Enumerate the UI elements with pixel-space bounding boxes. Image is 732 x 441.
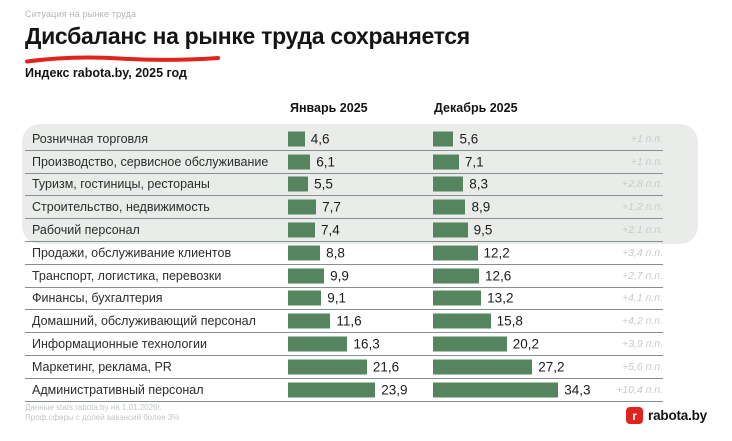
table-row bbox=[25, 288, 663, 311]
december-value: 9,5 bbox=[473, 222, 493, 238]
december-value: 34,3 bbox=[564, 382, 591, 398]
january-cell bbox=[288, 131, 330, 146]
december-cell bbox=[433, 154, 484, 169]
january-cell bbox=[288, 245, 345, 260]
table-row bbox=[25, 379, 663, 402]
january-value: 11,6 bbox=[336, 313, 362, 329]
change-value: +1,2 п.п. bbox=[621, 201, 663, 214]
december-cell bbox=[433, 314, 523, 329]
red-underline-squiggle bbox=[24, 53, 222, 65]
january-value: 6,1 bbox=[316, 154, 336, 170]
december-value: 7,1 bbox=[464, 154, 484, 170]
december-cell bbox=[433, 359, 565, 374]
source-note bbox=[25, 403, 179, 423]
change-value: +4,2 п.п. bbox=[621, 315, 663, 328]
row-label: Информационные технологии bbox=[32, 337, 207, 352]
january-value: 8,8 bbox=[326, 245, 345, 261]
row-label: Строительство, недвижимость bbox=[32, 200, 210, 215]
january-bar bbox=[288, 382, 375, 397]
table-row bbox=[25, 219, 663, 242]
january-cell bbox=[288, 337, 380, 352]
january-bar bbox=[288, 131, 305, 146]
change-value: +3,4 п.п. bbox=[621, 246, 663, 259]
rabota-by-logo bbox=[626, 407, 707, 424]
source-note-line1: Данные stats.rabota.by на 1.01.2026г. bbox=[25, 403, 162, 412]
december-bar bbox=[433, 223, 468, 238]
table-row bbox=[25, 333, 663, 356]
change-value: +1 п.п. bbox=[630, 132, 663, 145]
december-bar bbox=[433, 268, 479, 283]
january-cell bbox=[288, 359, 399, 374]
table-row bbox=[25, 310, 663, 333]
december-value: 12,2 bbox=[483, 245, 510, 261]
december-value: 27,2 bbox=[538, 359, 565, 375]
january-cell bbox=[288, 291, 346, 306]
january-cell bbox=[288, 177, 333, 192]
january-cell bbox=[288, 382, 408, 397]
row-label: Транспорт, логистика, перевозки bbox=[32, 268, 222, 283]
january-cell bbox=[288, 268, 349, 283]
january-bar bbox=[288, 359, 367, 374]
january-value: 4,6 bbox=[310, 131, 330, 147]
december-bar bbox=[433, 314, 491, 329]
january-bar bbox=[288, 200, 316, 215]
table-row bbox=[25, 265, 663, 288]
january-bar bbox=[288, 291, 321, 306]
january-cell bbox=[288, 154, 335, 169]
row-label: Розничная торговля bbox=[32, 131, 148, 146]
chart-subtitle: Индекс rabota.by, 2025 год bbox=[25, 66, 187, 80]
january-value: 9,1 bbox=[327, 290, 346, 306]
december-bar bbox=[433, 382, 558, 397]
january-value: 16,3 bbox=[353, 336, 380, 352]
december-value: 5,6 bbox=[459, 131, 479, 147]
row-label: Производство, сервисное обслуживание bbox=[32, 154, 269, 169]
row-label: Рабочий персонал bbox=[32, 223, 140, 238]
january-value: 5,5 bbox=[314, 176, 333, 192]
december-bar bbox=[433, 200, 465, 215]
eyebrow-text: Ситуация на рынке труда bbox=[25, 9, 137, 19]
change-value: +10,4 п.п. bbox=[616, 383, 663, 396]
change-value: +2,8 п.п. bbox=[621, 178, 663, 191]
december-cell bbox=[433, 245, 510, 260]
december-cell bbox=[433, 131, 478, 146]
row-label: Домашний, обслуживающий персонал bbox=[32, 314, 256, 329]
change-value: +4,1 п.п. bbox=[621, 292, 663, 305]
january-bar bbox=[288, 268, 324, 283]
table-body bbox=[25, 128, 663, 402]
change-value: +3,9 п.п. bbox=[621, 338, 663, 351]
rabota-logo-text: rabota.by bbox=[648, 408, 707, 423]
december-cell bbox=[433, 382, 590, 397]
december-cell bbox=[433, 291, 513, 306]
january-cell bbox=[288, 314, 362, 329]
december-value: 8,9 bbox=[471, 199, 491, 215]
january-value: 7,7 bbox=[322, 199, 341, 215]
row-label: Финансы, бухгалтерия bbox=[32, 291, 163, 306]
change-value: +5,6 п.п. bbox=[621, 360, 663, 373]
rabota-logo-icon: r bbox=[626, 407, 643, 424]
january-value: 21,6 bbox=[372, 359, 400, 375]
change-value: +2,1 п.п. bbox=[621, 224, 663, 237]
table-row bbox=[25, 196, 663, 219]
column-header-january: Январь 2025 bbox=[290, 101, 368, 115]
table-row bbox=[25, 174, 663, 197]
december-cell bbox=[433, 223, 492, 238]
change-value: +1 п.п. bbox=[630, 155, 663, 168]
table-row bbox=[25, 151, 663, 174]
row-label: Административный персонал bbox=[32, 382, 204, 397]
december-cell bbox=[433, 200, 490, 215]
december-bar bbox=[433, 177, 463, 192]
december-bar bbox=[433, 291, 481, 306]
december-bar bbox=[433, 337, 507, 352]
january-value: 7,4 bbox=[321, 222, 340, 238]
row-label: Продажи, обслуживание клиентов bbox=[32, 245, 232, 260]
december-cell bbox=[433, 268, 511, 283]
january-bar bbox=[288, 314, 330, 329]
january-cell bbox=[288, 200, 341, 215]
january-bar bbox=[288, 223, 315, 238]
january-bar bbox=[288, 337, 347, 352]
january-bar bbox=[288, 245, 320, 260]
table-row bbox=[25, 242, 663, 265]
december-bar bbox=[433, 131, 453, 146]
january-bar bbox=[288, 177, 308, 192]
december-value: 8,3 bbox=[469, 176, 489, 192]
december-bar bbox=[433, 359, 532, 374]
december-value: 20,2 bbox=[512, 336, 539, 352]
january-cell bbox=[288, 223, 340, 238]
december-cell bbox=[433, 177, 488, 192]
december-bar bbox=[433, 245, 478, 260]
december-cell bbox=[433, 337, 539, 352]
january-bar bbox=[288, 154, 310, 169]
january-value: 9,9 bbox=[330, 268, 349, 284]
december-value: 15,8 bbox=[496, 313, 523, 329]
table-row bbox=[25, 128, 663, 151]
december-value: 13,2 bbox=[487, 290, 514, 306]
december-value: 12,6 bbox=[484, 268, 512, 284]
column-header-december: Декабрь 2025 bbox=[434, 101, 518, 115]
page-title: Дисбаланс на рынке труда сохраняется bbox=[25, 23, 470, 49]
row-label: Маркетинг, реклама, PR bbox=[32, 359, 172, 374]
row-label: Туризм, гостиницы, рестораны bbox=[32, 177, 210, 192]
december-bar bbox=[433, 154, 459, 169]
table-row bbox=[25, 356, 663, 379]
january-value: 23,9 bbox=[381, 382, 408, 398]
source-note-line2: Проф.сферы с долей вакансий более 3% bbox=[25, 413, 180, 422]
change-value: +2,7 п.п. bbox=[621, 269, 663, 282]
